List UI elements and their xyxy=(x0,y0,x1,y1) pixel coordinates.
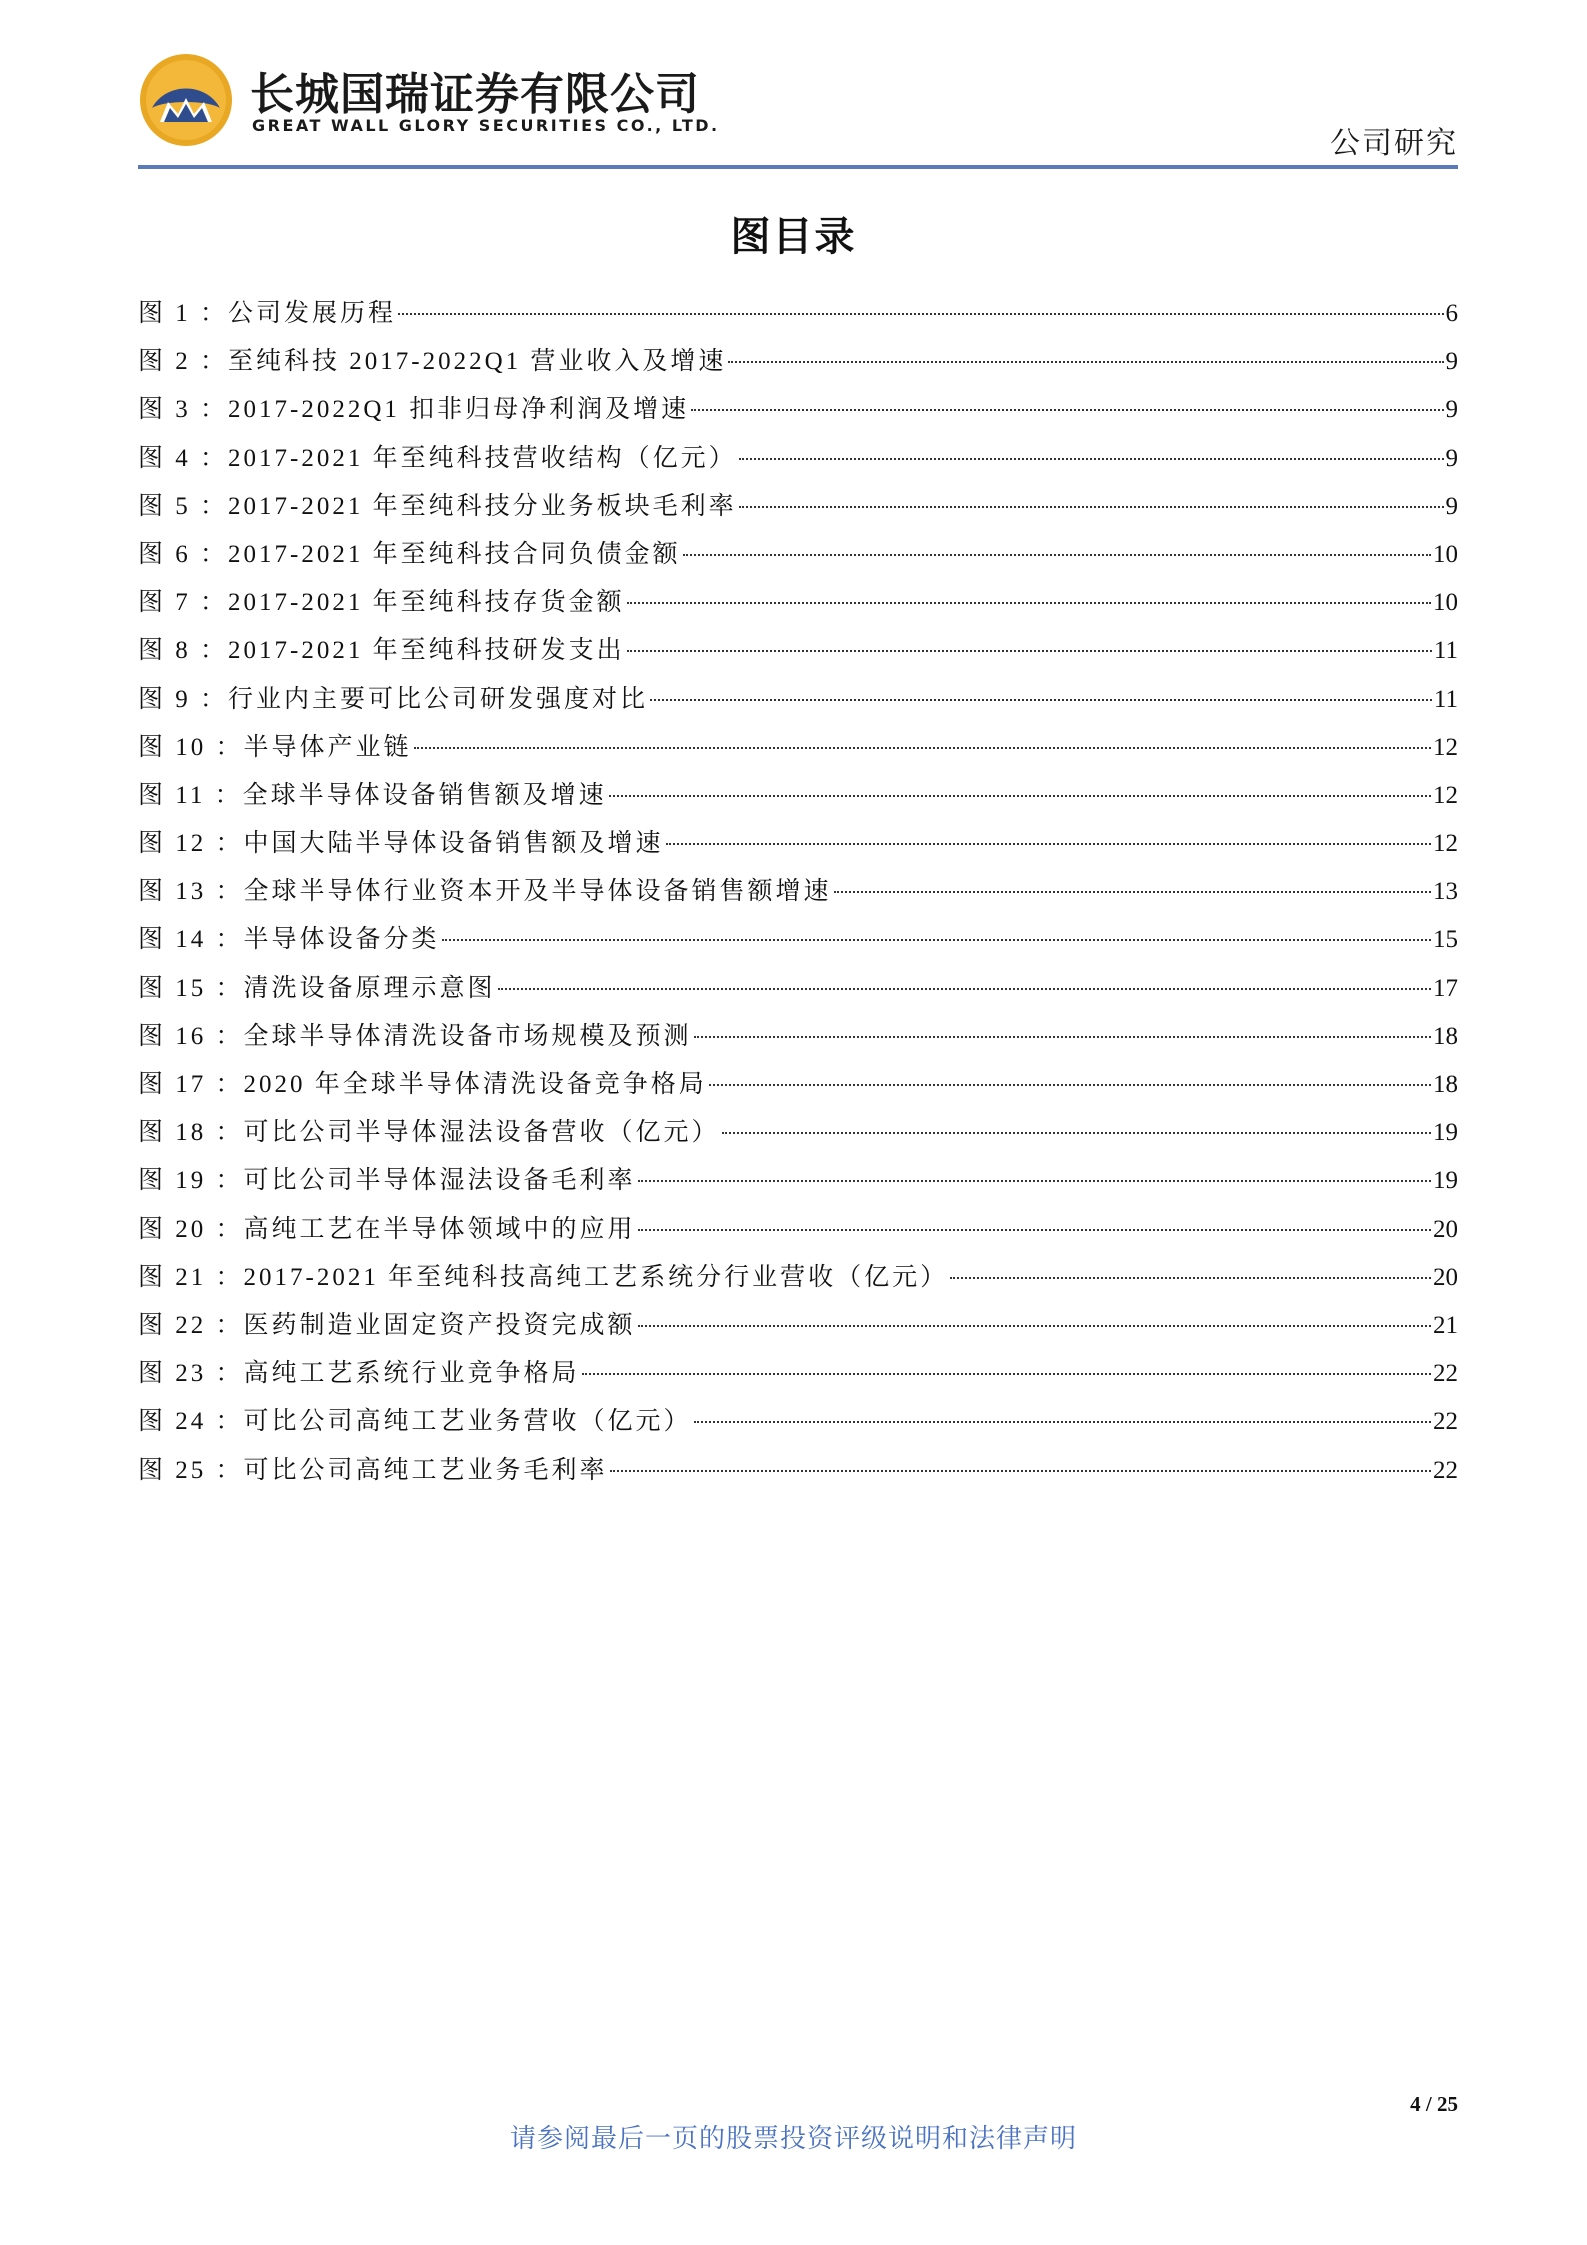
toc-leader-dots xyxy=(728,361,1443,363)
toc-leader-dots xyxy=(694,1036,1431,1038)
toc-entry-page: 20 xyxy=(1433,1263,1458,1291)
toc-entry[interactable] xyxy=(138,293,1458,341)
toc-entry-label: 图 20 ：高纯工艺在半导体领域中的应用 xyxy=(138,1215,636,1243)
toc-entry[interactable] xyxy=(138,679,1458,727)
toc-leader-dots xyxy=(609,795,1431,797)
toc-entry-label: 图 3 ：2017-2022Q1 扣非归母净利润及增速 xyxy=(138,396,690,424)
toc-leader-dots xyxy=(691,409,1443,411)
toc-entry[interactable] xyxy=(138,775,1458,823)
toc-entry-label: 图 8 ：2017-2021 年至纯科技研发支出 xyxy=(138,637,625,665)
toc-entry-page: 21 xyxy=(1433,1311,1458,1339)
toc-leader-dots xyxy=(414,747,1431,749)
toc-entry[interactable] xyxy=(138,630,1458,678)
toc-entry-label: 图 17 ：2020 年全球半导体清洗设备竞争格局 xyxy=(138,1071,707,1098)
toc-entry[interactable] xyxy=(138,968,1458,1016)
toc-entry-page: 9 xyxy=(1445,348,1458,376)
toc-entry-label: 图 15 ：清洗设备原理示意图 xyxy=(138,974,496,1002)
toc-entry-label: 图 1 ：公司发展历程 xyxy=(138,300,397,327)
toc-entry-page: 12 xyxy=(1433,733,1458,761)
toc-entry[interactable] xyxy=(138,534,1458,582)
toc-entry-page: 15 xyxy=(1433,926,1458,954)
toc-leader-dots xyxy=(638,1229,1431,1231)
toc-entry-page: 12 xyxy=(1433,830,1458,858)
toc-entry-page: 19 xyxy=(1433,1167,1458,1195)
toc-entry[interactable] xyxy=(138,486,1458,534)
toc-entry[interactable] xyxy=(138,1016,1458,1064)
toc-entry-label: 图 5 ：2017-2021 年至纯科技分业务板块毛利率 xyxy=(138,492,737,520)
toc-entry-label: 图 7 ：2017-2021 年至纯科技存货金额 xyxy=(138,589,625,617)
toc-entry-label: 图 10 ：半导体产业链 xyxy=(138,733,412,761)
toc-entry-label: 图 22 ：医药制造业固定资产投资完成额 xyxy=(138,1311,636,1339)
figure-toc-list xyxy=(138,293,1458,1498)
toc-entry[interactable] xyxy=(138,1209,1458,1257)
toc-entry-page: 22 xyxy=(1433,1408,1458,1436)
toc-entry-page: 6 xyxy=(1445,300,1458,327)
toc-entry[interactable] xyxy=(138,1401,1458,1449)
toc-leader-dots xyxy=(739,458,1444,460)
toc-entry[interactable] xyxy=(138,1160,1458,1208)
toc-entry[interactable] xyxy=(138,727,1458,775)
toc-entry[interactable] xyxy=(138,919,1458,967)
toc-entry-page: 19 xyxy=(1433,1119,1458,1147)
toc-entry[interactable] xyxy=(138,1064,1458,1112)
report-type-label: 公司研究 xyxy=(1330,126,1458,161)
toc-entry-label: 图 21 ：2017-2021 年至纯科技高纯工艺系统分行业营收（亿元） xyxy=(138,1263,949,1291)
toc-entry-label: 图 24 ：可比公司高纯工艺业务营收（亿元） xyxy=(138,1408,692,1436)
toc-leader-dots xyxy=(722,1132,1431,1134)
toc-entry[interactable] xyxy=(138,1305,1458,1353)
toc-entry-label: 图 14 ：半导体设备分类 xyxy=(138,926,440,954)
toc-leader-dots xyxy=(950,1277,1431,1279)
toc-leader-dots xyxy=(683,554,1431,556)
toc-leader-dots xyxy=(610,1470,1431,1472)
toc-entry-label: 图 23 ：高纯工艺系统行业竞争格局 xyxy=(138,1360,580,1388)
toc-entry-page: 20 xyxy=(1433,1215,1458,1243)
toc-leader-dots xyxy=(582,1373,1431,1375)
toc-leader-dots xyxy=(694,1421,1431,1423)
toc-entry-page: 22 xyxy=(1433,1360,1458,1388)
toc-leader-dots xyxy=(739,506,1444,508)
toc-entry-label: 图 12 ：中国大陆半导体设备销售额及增速 xyxy=(138,830,664,858)
company-name-en: GREAT WALL GLORY SECURITIES CO., LTD. xyxy=(252,116,720,135)
toc-leader-dots xyxy=(627,602,1431,604)
toc-entry-page: 18 xyxy=(1433,1071,1458,1098)
toc-entry-page: 9 xyxy=(1445,444,1458,472)
toc-entry-label: 图 9 ：行业内主要可比公司研发强度对比 xyxy=(138,685,649,713)
toc-entry-label: 图 11 ：全球半导体设备销售额及增速 xyxy=(138,781,607,809)
toc-entry-page: 22 xyxy=(1433,1456,1458,1484)
toc-leader-dots xyxy=(709,1084,1431,1086)
toc-entry[interactable] xyxy=(138,871,1458,919)
toc-entry-label: 图 25 ：可比公司高纯工艺业务毛利率 xyxy=(138,1456,608,1484)
toc-entry-page: 10 xyxy=(1433,540,1458,568)
toc-leader-dots xyxy=(834,891,1431,893)
toc-entry-page: 18 xyxy=(1433,1022,1458,1050)
page-number: 4 / 25 xyxy=(1410,2092,1458,2116)
toc-entry-label: 图 6 ：2017-2021 年至纯科技合同负债金额 xyxy=(138,540,681,568)
page-title: 图目录 xyxy=(730,214,857,260)
toc-leader-dots xyxy=(398,313,1443,315)
toc-leader-dots xyxy=(650,699,1432,701)
toc-entry[interactable] xyxy=(138,1112,1458,1160)
company-name-cn: 长城国瑞证券有限公司 xyxy=(250,69,700,120)
footer-disclaimer[interactable]: 请参阅最后一页的股票投资评级说明和法律声明 xyxy=(509,2124,1077,2154)
toc-entry-page: 17 xyxy=(1433,974,1458,1002)
company-logo-icon xyxy=(138,52,234,148)
toc-leader-dots xyxy=(666,843,1431,845)
toc-entry[interactable] xyxy=(138,341,1458,389)
toc-leader-dots xyxy=(627,650,1432,652)
toc-entry[interactable] xyxy=(138,1450,1458,1498)
toc-leader-dots xyxy=(638,1325,1431,1327)
toc-leader-dots xyxy=(442,939,1431,941)
toc-entry-page: 9 xyxy=(1445,492,1458,520)
toc-entry[interactable] xyxy=(138,438,1458,486)
toc-leader-dots xyxy=(638,1180,1431,1182)
toc-entry[interactable] xyxy=(138,1257,1458,1305)
toc-leader-dots xyxy=(498,988,1431,990)
header-divider xyxy=(138,165,1458,169)
toc-entry-page: 11 xyxy=(1433,637,1458,665)
toc-entry-page: 9 xyxy=(1445,396,1458,424)
toc-entry-page: 12 xyxy=(1433,781,1458,809)
toc-entry[interactable] xyxy=(138,389,1458,437)
toc-entry-page: 10 xyxy=(1433,589,1458,617)
toc-entry-label: 图 18 ：可比公司半导体湿法设备营收（亿元） xyxy=(138,1119,720,1147)
page-header xyxy=(138,52,1458,170)
toc-entry-label: 图 19 ：可比公司半导体湿法设备毛利率 xyxy=(138,1167,636,1195)
toc-entry-page: 11 xyxy=(1433,685,1458,713)
toc-entry-label: 图 13 ：全球半导体行业资本开及半导体设备销售额增速 xyxy=(138,878,832,906)
toc-entry-page: 13 xyxy=(1433,878,1458,906)
toc-entry[interactable] xyxy=(138,582,1458,630)
toc-entry-label: 图 2 ：至纯科技 2017-2022Q1 营业收入及增速 xyxy=(138,348,727,376)
toc-entry-label: 图 16 ：全球半导体清洗设备市场规模及预测 xyxy=(138,1022,692,1050)
toc-entry-label: 图 4 ：2017-2021 年至纯科技营收结构（亿元） xyxy=(138,444,737,472)
toc-entry[interactable] xyxy=(138,1353,1458,1401)
toc-entry[interactable] xyxy=(138,823,1458,871)
